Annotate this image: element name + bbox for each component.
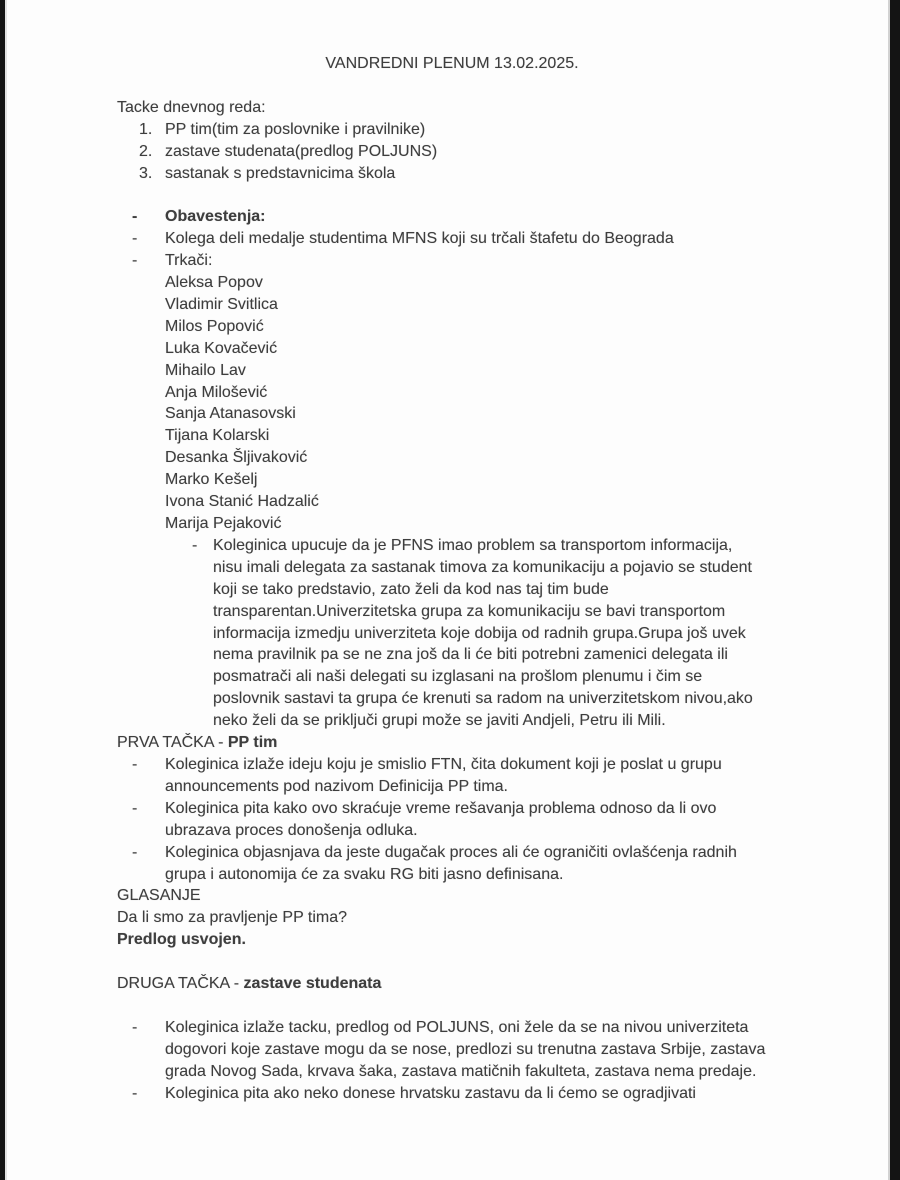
voting-result: Predlog usvojen. [117,931,246,949]
announcements-list [117,206,870,272]
blank-line [117,184,870,206]
note-line: - Koleginica upucuje da je PFNS imao problem sa transportom informacija, [213,536,733,554]
note-line: posmatrači ali naši delegati su izglasani na prošlom plenumu i čim se [213,668,703,686]
second-point-heading-prefix: DRUGA TAČKA - [117,975,244,993]
runner-name: Tijana Kolarski [165,427,270,445]
note-bullet [117,535,870,732]
first-point-bullets [117,754,870,885]
document-title: VANDREDNI PLENUM 13.02.2025. [325,55,579,72]
announcement-bullet: - Trkači: [117,250,870,272]
runner-name: Ivona Stanić Hadzalić [165,493,319,511]
blank-line [117,75,870,97]
note-line: nisu imali delegata za sastanak timova za komunikaciju a pojavio se student [213,558,752,576]
agenda-item-number: 1. [139,120,153,138]
runner-name: Luka Kovačević [165,339,278,357]
note-line: neko želi da se priključi grupi može se javiti Andjeli, Petru ili Mili. [213,712,666,730]
note-line: informacija izmedju univerziteta koje dobija od radnih grupa.Grupa još uvek [213,624,746,642]
blank-line [117,951,870,973]
bullet-line: - Koleginica pita kako ovo skraćuje vreme rešavanja problema odnoso da li ovo [165,799,717,817]
runner-name: Mihailo Lav [165,361,246,379]
agenda-item [117,141,870,163]
first-point-heading-prefix: PRVA TAČKA - [117,734,228,752]
bullet-line: - Koleginica objasnjava da jeste dugačak proces ali će ograničiti ovlašćenja radnih [165,843,737,861]
announcement-bullet: - Kolega deli medalje studentima MFNS koji su trčali štafetu do Beograda [117,228,870,250]
bullet-line: - Koleginica pita ako neko donese hrvatsku zastavu da li ćemo se ogradjivati [165,1084,696,1102]
note-line: koji se tako predstavio, zato želi da kod nas taj tim bude [213,580,609,598]
agenda-item-text: PP tim(tim za poslovnike i pravilnike) [165,120,426,138]
bullet-line: - Koleginica izlaže ideju koju je smislio FTN, čita dokument koji je poslat u grupu [165,755,722,773]
runners-list [117,272,870,535]
document-body [117,53,870,1104]
bullet-item [117,1017,870,1083]
runner-name: Aleksa Popov [165,274,263,292]
bullet-line: grupa i autonomija će za svaku RG biti jasno definisana. [165,865,564,883]
bullet-item [117,842,870,886]
agenda-item-number: 2. [139,142,153,160]
bullet-line: ubrazava proces donošenja odluka. [165,821,418,839]
bullet-line: - Koleginica izlaže tacku, predlog od POLJUNS, oni žele da se na nivou univerziteta [165,1018,749,1036]
agenda-item [117,119,870,141]
runner-name: Marko Kešelj [165,471,258,489]
agenda-item-number: 3. [139,164,153,182]
note-line: poslovnik sastavi ta grupa će krenuti sa radom na univerzitetskom nivou,ako [213,690,753,708]
runner-name: Marija Pejaković [165,515,282,532]
voting-label: GLASANJE [117,887,201,905]
agenda-item [117,163,870,185]
runner-name: Desanka Šljivaković [165,449,308,467]
agenda-list [117,119,870,185]
bullet-line: grada Novog Sada, krvava šaka, zastava matičnih fakulteta, zastava nema predaje. [165,1062,757,1080]
bullet-item [117,798,870,842]
runner-name: Anja Milošević [165,383,268,401]
announcement-bullet: - Obavestenja: [117,206,870,228]
note-line: nema pravilnik pa se ne zna još da li će biti potrebni zamenici delegata ili [213,646,728,664]
second-point-bullets [117,1017,870,1105]
runner-name: Milos Popović [165,317,264,335]
agenda-item-text: zastave studenata(predlog POLJUNS) [165,142,438,160]
bullet-line: announcements pod nazivom Definicija PP tima. [165,777,508,795]
runner-name: Vladimir Svitlica [165,295,278,313]
bullet-item [117,1083,870,1105]
note-line: transparentan.Univerzitetska grupa za komunikaciju se bavi transportom [213,602,726,620]
blank-line [117,995,870,1017]
bullet-line: dogovori koje zastave mogu da se nose, predlozi su trenutna zastava Srbije, zastava [165,1040,766,1058]
first-point-heading-topic: PP tim [227,734,278,752]
agenda-item-text: sastanak s predstavnicima škola [165,164,396,182]
voting-question: Da li smo za pravljenje PP tima? [117,909,348,927]
runner-name: Sanja Atanasovski [165,405,296,423]
bullet-item [117,754,870,798]
first-point-heading [117,732,870,754]
second-point-heading-topic: zastave studenata [243,975,382,993]
agenda-heading: Tacke dnevnog reda: [117,98,266,116]
second-point-heading [117,973,870,995]
document-page [5,0,890,1180]
